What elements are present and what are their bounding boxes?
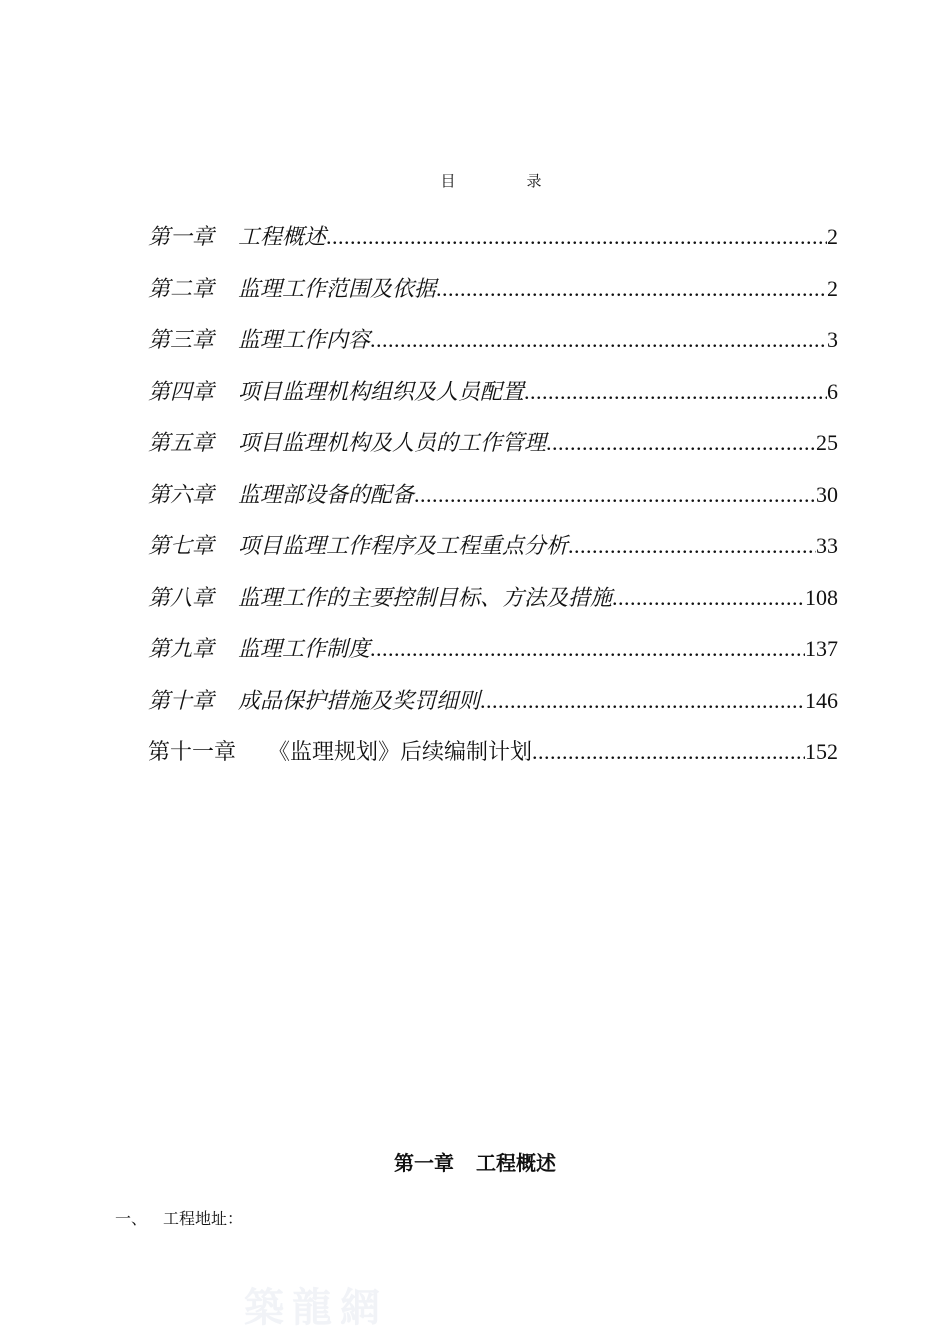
toc-chapter-title: 成品保护措施及奖罚细则 xyxy=(238,688,481,714)
toc-leader-dots xyxy=(326,224,827,250)
toc-chapter-number: 第六章 xyxy=(148,482,215,508)
toc-entry[interactable] xyxy=(148,735,838,787)
toc-leader-dots xyxy=(370,636,805,662)
toc-leader-dots xyxy=(612,585,805,611)
toc-entry[interactable] xyxy=(148,272,838,324)
toc-leader-dots xyxy=(370,327,827,353)
toc-leader-dots xyxy=(532,739,805,765)
toc-chapter-title: 监理工作的主要控制目标、方法及措施 xyxy=(238,585,613,611)
toc-chapter-number: 第三章 xyxy=(148,328,215,353)
toc-chapter-title: 监理工作内容 xyxy=(238,328,371,353)
toc-page-number: 2 xyxy=(827,275,838,301)
toc-page-number: 137 xyxy=(805,636,838,661)
toc-entry[interactable] xyxy=(148,220,838,272)
section-title: 工程地址： xyxy=(163,1209,244,1228)
toc-page-number: 108 xyxy=(805,584,838,610)
toc-chapter-number: 第十一章 xyxy=(148,740,237,765)
toc-chapter-title: 监理工作范围及依据 xyxy=(238,276,437,302)
toc-leader-dots xyxy=(414,482,816,508)
toc-leader-dots xyxy=(524,379,827,405)
toc-leader-dots xyxy=(436,276,827,302)
toc-entry[interactable] xyxy=(148,375,838,427)
toc-chapter-title: 项目监理机构组织及人员配置 xyxy=(238,379,525,405)
toc-chapter-title: 项目监理工作程序及工程重点分析 xyxy=(238,534,569,559)
toc-page-number: 6 xyxy=(827,378,838,404)
toc-chapter-title: 监理部设备的配备 xyxy=(238,482,415,508)
toc-page-number: 3 xyxy=(827,327,838,352)
toc-entry[interactable] xyxy=(148,632,838,684)
toc-title: 目 录 xyxy=(440,172,570,190)
section-heading xyxy=(115,1206,243,1229)
toc-entry[interactable] xyxy=(148,529,838,581)
toc-chapter-title: 项目监理机构及人员的工作管理 xyxy=(238,431,547,456)
toc-chapter-title: 《监理规划》后续编制计划 xyxy=(268,740,533,765)
toc-chapter-title: 工程概述 xyxy=(238,225,327,250)
toc-page-number: 30 xyxy=(816,481,838,507)
toc-leader-dots xyxy=(546,430,816,456)
toc-chapter-number: 第八章 xyxy=(148,585,215,611)
toc-chapter-title: 监理工作制度 xyxy=(238,637,371,662)
chapter-title: 工程概述 xyxy=(476,1151,556,1175)
toc-chapter-number: 第十章 xyxy=(148,688,215,714)
toc-leader-dots xyxy=(480,688,805,714)
chapter-heading xyxy=(0,1147,950,1176)
toc-page-number: 2 xyxy=(827,224,838,249)
toc-entry[interactable] xyxy=(148,478,838,530)
toc-page-number: 33 xyxy=(816,533,838,558)
toc-chapter-number: 第九章 xyxy=(148,637,215,662)
toc-chapter-number: 第一章 xyxy=(148,225,215,250)
toc-page-number: 25 xyxy=(816,430,838,455)
toc-entry[interactable] xyxy=(148,323,838,375)
toc-chapter-number: 第二章 xyxy=(148,276,215,302)
table-of-contents xyxy=(148,220,838,787)
toc-entry[interactable] xyxy=(148,581,838,633)
toc-page-number: 152 xyxy=(805,739,838,764)
toc-page-number: 146 xyxy=(805,687,838,713)
toc-entry[interactable] xyxy=(148,684,838,736)
section-number: 一、 xyxy=(115,1209,148,1228)
toc-leader-dots xyxy=(568,533,816,559)
chapter-number: 第一章 xyxy=(394,1151,454,1175)
toc-chapter-number: 第五章 xyxy=(148,431,215,456)
watermark-logo: 築龍網 xyxy=(244,1284,388,1331)
toc-chapter-number: 第四章 xyxy=(148,379,215,405)
toc-entry[interactable] xyxy=(148,426,838,478)
toc-chapter-number: 第七章 xyxy=(148,534,215,559)
